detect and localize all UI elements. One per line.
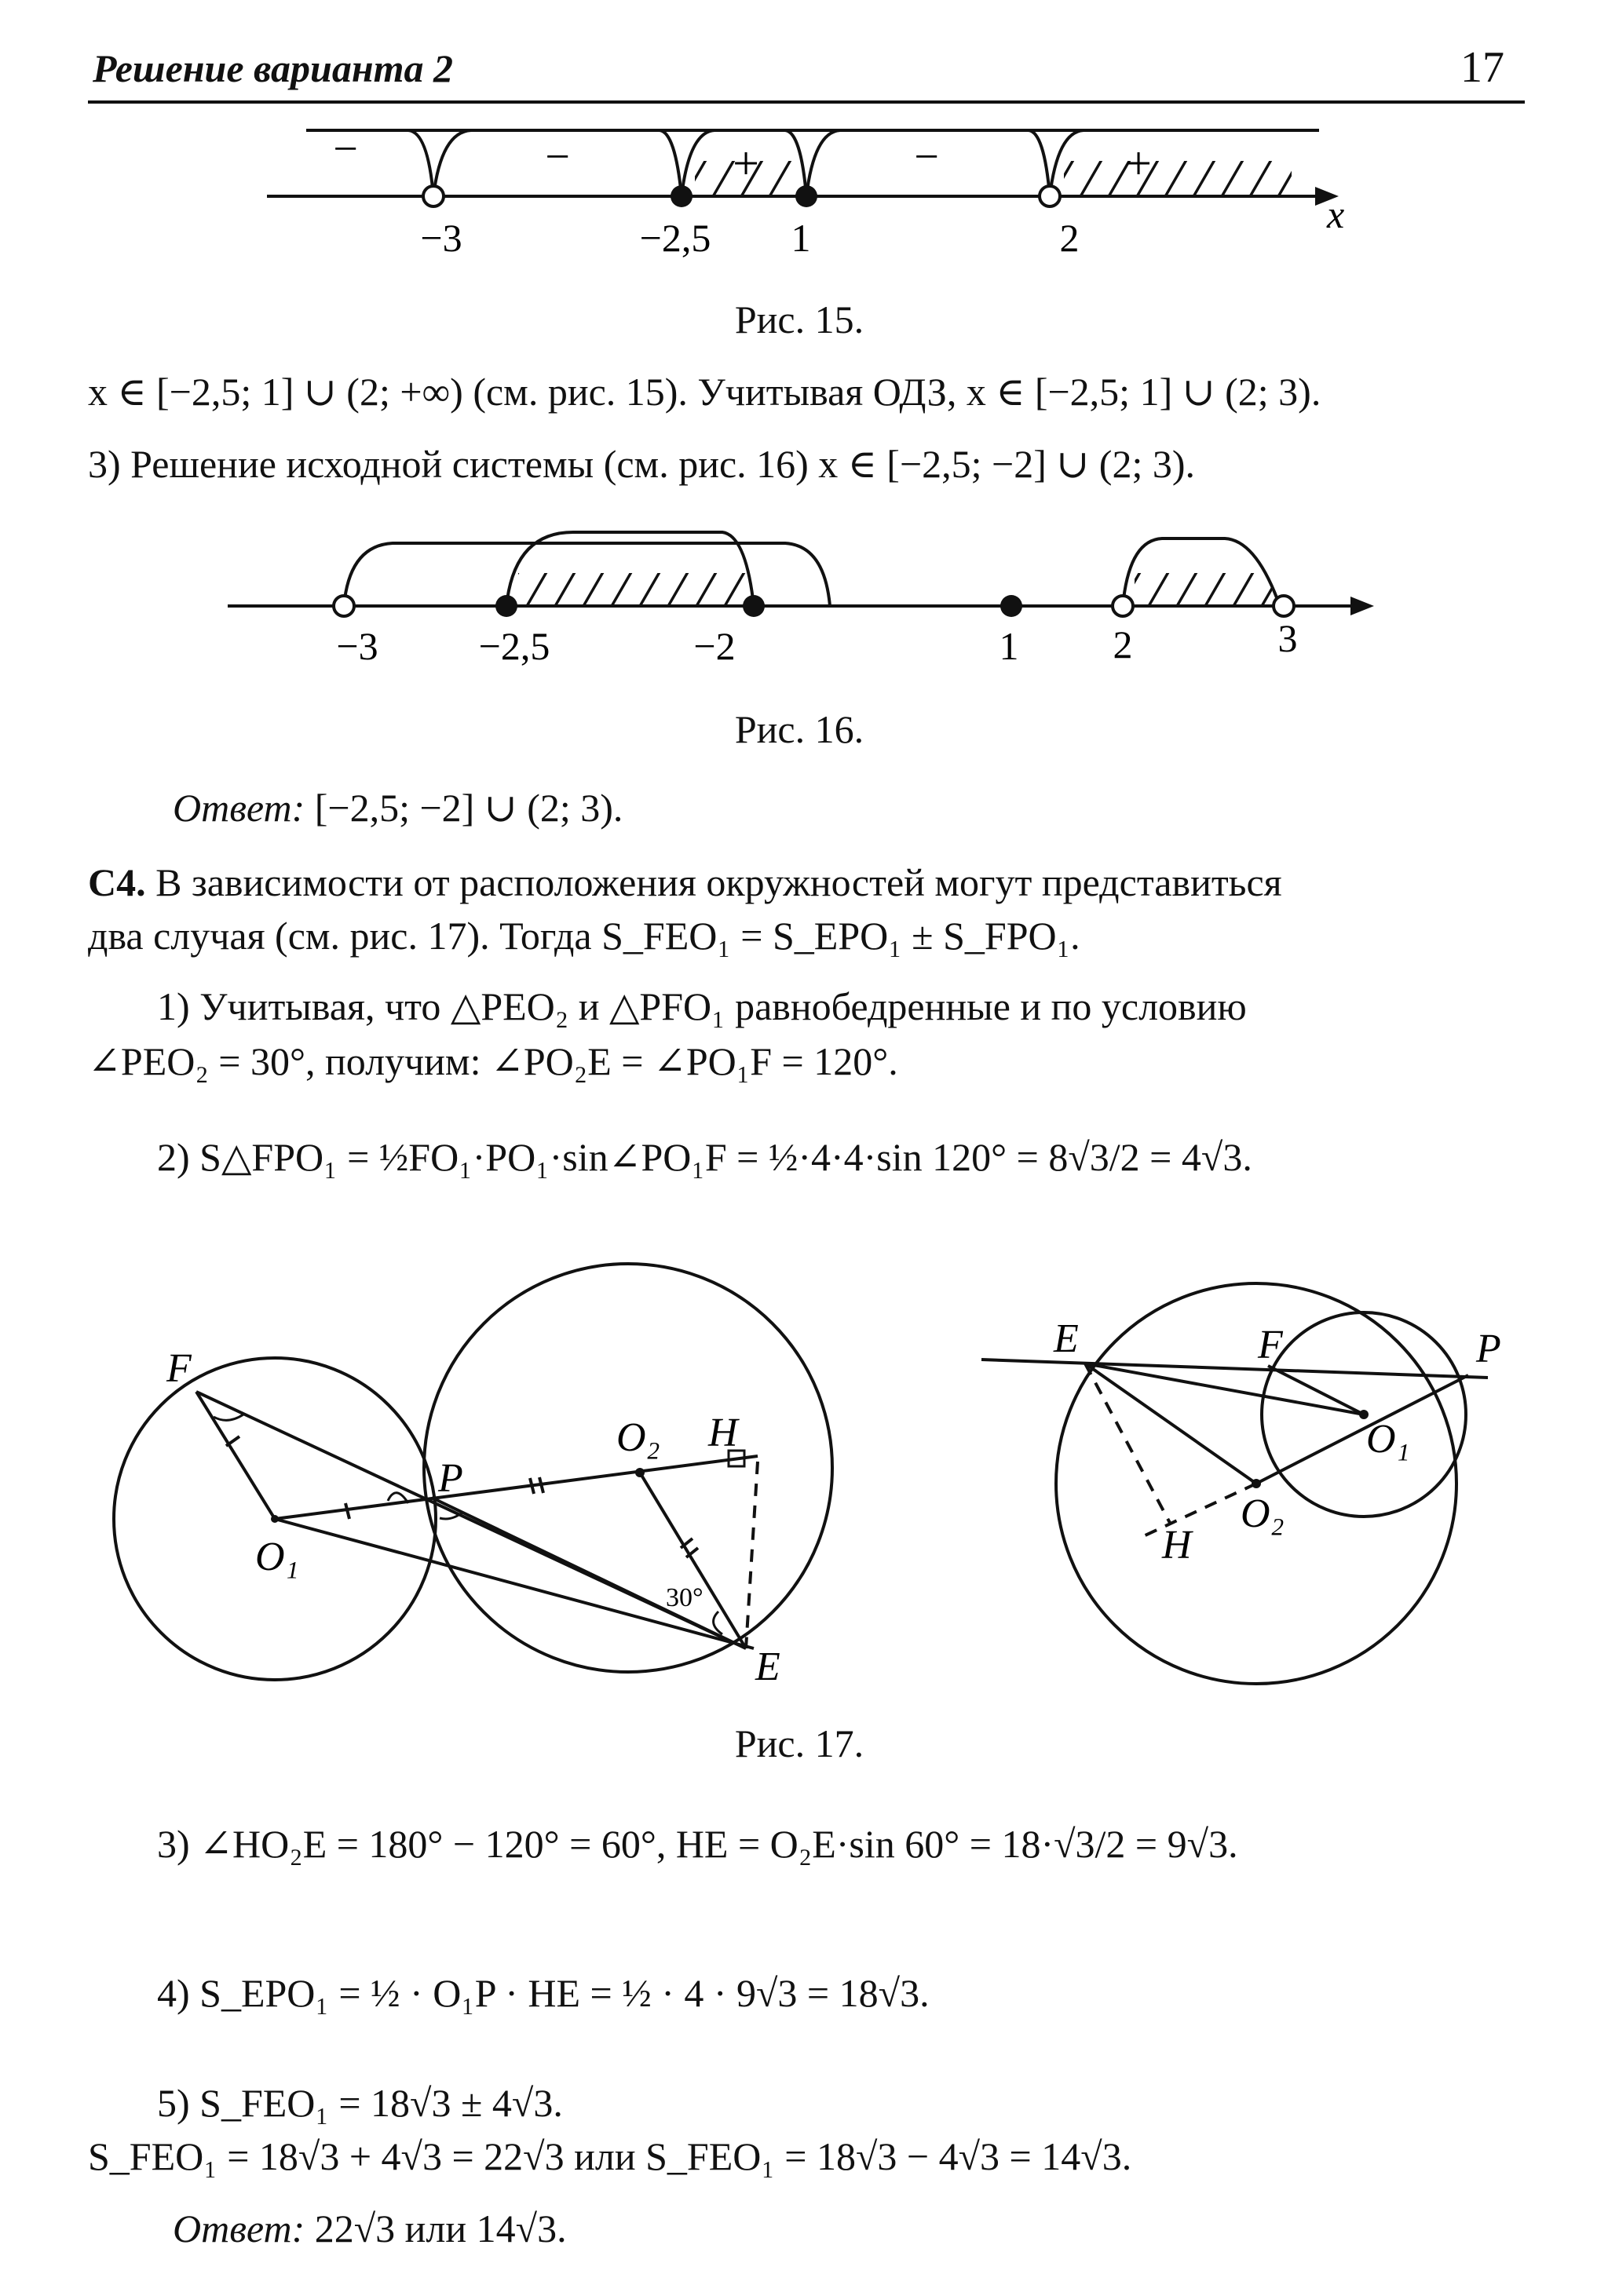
solution-line-2: 3) Решение исходной системы (см. рис. 16) x ∈ [−2,5; −2] ∪ (2; 3). <box>88 442 1195 486</box>
fig17-right-diagram <box>981 1283 1501 1684</box>
figure-17-geometry <box>94 1248 1523 1719</box>
fig17-left-diagram <box>114 1264 832 1689</box>
label-f-right: F <box>1258 1323 1283 1367</box>
c4-step-2: 2) S△FPO₁ = ½FO₁·PO₁·sin∠PO₁F = ½·4·4·sin 120° = 8√3/2 = 4√3. <box>157 1135 1252 1179</box>
label-f: F <box>166 1346 192 1391</box>
fig16-point-filled <box>495 595 517 617</box>
label-o2: O₂ <box>616 1415 660 1460</box>
page-number: 17 <box>1460 43 1504 92</box>
answer-1 <box>173 785 623 830</box>
fig16-tick-label: 2 <box>1113 622 1133 666</box>
answer-2 <box>173 2206 567 2251</box>
fig15-sign: + <box>733 137 759 189</box>
final-computation: S_FEO₁ = 18√3 + 4√3 = 22√3 или S_FEO₁ = 18√3 − 4√3 = 14√3. <box>88 2134 1132 2178</box>
fig16-tick-label: −2,5 <box>478 624 550 668</box>
circle-o2 <box>424 1264 832 1672</box>
figure-16-number-line <box>220 526 1398 683</box>
label-e: E <box>755 1644 780 1689</box>
label-p-right: P <box>1476 1327 1501 1371</box>
fig15-sign: − <box>914 133 939 181</box>
fig16-point-filled <box>1000 595 1022 617</box>
figure-15-caption: Рис. 15. <box>734 297 864 341</box>
fig15-tick-label: −2,5 <box>639 216 711 260</box>
c4-text-1: В зависимости от расположения окружностей могут представиться <box>155 860 1282 904</box>
answer-value: [−2,5; −2] ∪ (2; 3). <box>314 786 623 830</box>
point-o2 <box>635 1468 645 1477</box>
c4-line-2: два случая (см. рис. 17). Тогда S_FEO₁ = S_EPO₁ ± S_FPO₁. <box>88 914 1080 958</box>
fig16-axis-arrow <box>1350 597 1374 615</box>
c4-line-1 <box>88 860 1282 905</box>
fig15-sign: − <box>333 125 358 173</box>
fig16-tick-label: −3 <box>336 624 378 668</box>
label-e-right: E <box>1054 1316 1079 1361</box>
fig15-point-filled <box>795 185 817 207</box>
point-o1 <box>271 1515 279 1523</box>
segment-he-dashed <box>746 1462 758 1648</box>
fig16-point-open <box>1113 596 1133 616</box>
fig15-tick-label: −3 <box>420 216 462 260</box>
fig15-sign: − <box>545 133 570 181</box>
step-4: 4) S_EPO₁ = ½ · O₁P · HE = ½ · 4 · 9√3 = 18√3. <box>157 1971 930 2015</box>
label-o1: O₁ <box>255 1535 299 1579</box>
answer-label: Ответ: <box>173 786 305 830</box>
line-ep <box>981 1360 1488 1378</box>
fig15-point-open <box>423 186 444 206</box>
fig16-tick-label: −2 <box>693 624 736 668</box>
segment-eo2 <box>1085 1363 1256 1484</box>
label-angle-30: 30° <box>666 1583 704 1612</box>
fig15-axis-label: x <box>1327 192 1345 236</box>
fig15-point-open <box>1040 186 1060 206</box>
label-h-right: H <box>1162 1523 1192 1568</box>
figure-16-caption: Рис. 16. <box>734 707 864 751</box>
fig15-point-filled <box>671 185 693 207</box>
solution-line-1: x ∈ [−2,5; 1] ∪ (2; +∞) (см. рис. 15). Учитывая ОДЗ, x ∈ [−2,5; 1] ∪ (2; 3). <box>88 370 1321 414</box>
fig16-point-open <box>334 596 354 616</box>
fig16-point-open <box>1274 596 1294 616</box>
segment-o2h-dashed <box>1138 1484 1256 1539</box>
segment-eh-dashed <box>1085 1363 1170 1523</box>
step-3: 3) ∠HO₂E = 180° − 120° = 60°, HE = O₂E·sin 60° = 18·√3/2 = 9√3. <box>157 1822 1238 1866</box>
label-h: H <box>708 1411 738 1455</box>
fig16-tick-label: 1 <box>999 624 1019 668</box>
answer-value: 22√3 или 14√3. <box>314 2207 567 2250</box>
fig15-sign: + <box>1125 137 1152 189</box>
fig16-point-filled <box>743 595 765 617</box>
fig15-arc-1 <box>306 130 433 196</box>
c4-step-1b: ∠PEO₂ = 30°, получим: ∠PO₂E = ∠PO₁F = 120°. <box>88 1039 898 1083</box>
problem-label: С4. <box>88 860 146 904</box>
fig16-tick-label: 3 <box>1277 616 1298 660</box>
point-o2-right <box>1252 1479 1261 1488</box>
running-header: Решение варианта 2 <box>93 46 453 90</box>
header-rule <box>88 100 1525 104</box>
step-5: 5) S_FEO₁ = 18√3 ± 4√3. <box>157 2081 563 2125</box>
fig16-hatch-2 <box>1135 573 1272 606</box>
label-p: P <box>438 1456 463 1501</box>
c4-step-1a: 1) Учитывая, что △PEO₂ и △PFO₁ равнобедренные и по условию <box>157 984 1247 1028</box>
fig16-hatch-1 <box>518 573 746 606</box>
fig15-tick-label: 2 <box>1059 216 1080 260</box>
label-o1-right: O₁ <box>1366 1417 1410 1462</box>
segment-o2p <box>1256 1375 1468 1484</box>
fig15-tick-label: 1 <box>791 216 811 260</box>
fig15-hatch-2 <box>1064 161 1292 196</box>
answer-label: Ответ: <box>173 2207 305 2250</box>
label-o2-right: O₂ <box>1241 1491 1285 1536</box>
figure-17-caption: Рис. 17. <box>734 1721 864 1765</box>
figure-15-number-line <box>236 118 1382 267</box>
